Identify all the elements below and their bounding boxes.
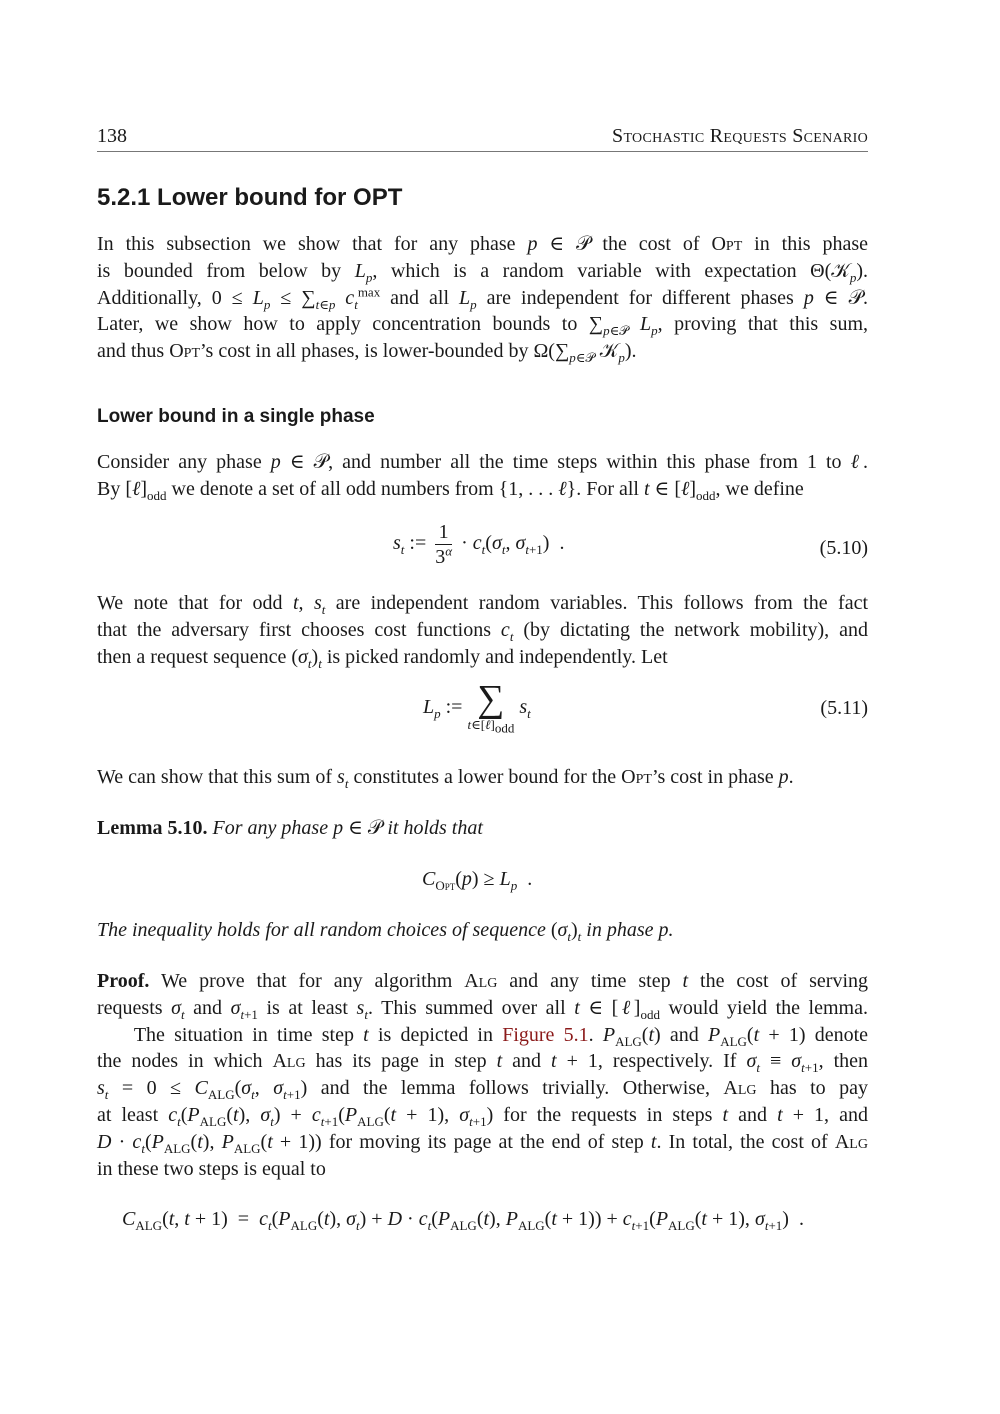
- total-cost-equation: $C_{ALG}(t$, $t + 1) = c_t(P_{ALG}(t)$, $\sigma_t) + D \cdot c_t(P_{ALG}(t)$, $P_{ALG}(t + 1)) + c_{t+1}(P_{ALG}(t + 1)$, $\sigma_{t+1}$) .: [122, 1208, 804, 1233]
- equation-5-11: $L_p$ := ∑ $t\in[\ell]_{odd}$ $s_t$ (5.11): [423, 678, 868, 736]
- equation-5-10: $s_t$ := $\frac{1}{3^\alpha}$ · $c_t(\sigma_t$, $\sigma_{t+1}$) . (5.10): [393, 521, 868, 568]
- lemma-remark: The inequality holds for all random choices of sequence $(\sigma_t)_t$ in phase p.: [97, 919, 674, 944]
- independence-paragraph: We note that for odd t, $s_t$ are independent random variables. This follows from the fact that the adversary first chooses cost functions $c_t$ (by dictating the network mobility), and then a request sequence $(\sigma_t)_t$ is picked randomly and independently. Let: [97, 592, 869, 671]
- lower-bound-paragraph: We can show that this sum of $s_t$ constitutes a lower bound for the Opt’s cost in phase p.: [97, 766, 794, 791]
- section-title: 5.2.1 Lower bound for OPT: [97, 184, 403, 211]
- intro-paragraph: In this subsection we show that for any phase p ∈ 𝒫 the cost of Opt in this phase is bounded from below by $L_p$, which is a random variable with expectation Θ(𝒦$_p$). Additionally, $0 \le L_p \le \sum_{t\in p}$ $c_t^{max}$ and all $L_p$ are independent for different phases p ∈ 𝒫. Later, we show how to apply concentration bounds to $\sum_{p\in 𝒫}$ $L_p$, proving that this sum, and thus Opt’s cost in all phases, is lower-bounded by $\Omega(\sum_{p\in 𝒫}$ 𝒦$_p$).: [97, 233, 869, 366]
- lemma-inequality: $C_{Opt}(p) \ge L_p$ .: [422, 868, 533, 893]
- lemma-label: Lemma 5.10.: [97, 817, 208, 839]
- figure-link[interactable]: Figure 5.1: [502, 1023, 589, 1046]
- running-title: Stochastic Requests Scenario: [612, 125, 868, 147]
- page-number: 138: [97, 125, 127, 147]
- proof-paragraph: Proof. We prove that for any algorithm Alg and any time step t the cost of serving requests $\sigma_t$ and $\sigma_{t+1}$ is at least $s_t$. This summed over all t ∈ $[\ell]_{odd}$ would yield the lemma. The situation in time step t is depicted in Figure 5.1. $P_{ALG}(t)$ and $P_{ALG}(t + 1)$ denote the nodes in which Alg has its page in step t and t + 1, respectively. If $\sigma_t \equiv \sigma_{t+1}$, then $s_t = 0 \le C_{ALG}(\sigma_t$, $\sigma_{t+1}$) and the lemma follows trivially. Otherwise, Alg has to pay at least $c_t(P_{ALG}(t)$, $\sigma_t) + c_{t+1}(P_{ALG}(t + 1)$, $\sigma_{t+1}$) for the requests in steps t and t + 1, and $D \cdot c_t(P_{ALG}(t)$, $P_{ALG}(t + 1)$) for moving its page at the end of step t. In total, the cost of Alg in these two steps is equal to: [97, 970, 869, 1180]
- equation-number: (5.11): [820, 697, 868, 719]
- subsection-title: Lower bound in a single phase: [97, 406, 375, 427]
- equation-number: (5.10): [819, 537, 868, 559]
- phase-paragraph: Consider any phase p ∈ 𝒫, and number all the time steps within this phase from 1 to ℓ. By $[\ell]_{odd}$ we denote a set of all odd numbers from {1, . . . ℓ}. For all t ∈ $[\ell]_{odd}$, we define: [97, 451, 868, 503]
- running-header: [97, 125, 868, 152]
- proof-label: Proof.: [97, 970, 150, 992]
- lemma-statement: Lemma 5.10. For any phase p ∈ 𝒫 it holds that: [97, 817, 483, 839]
